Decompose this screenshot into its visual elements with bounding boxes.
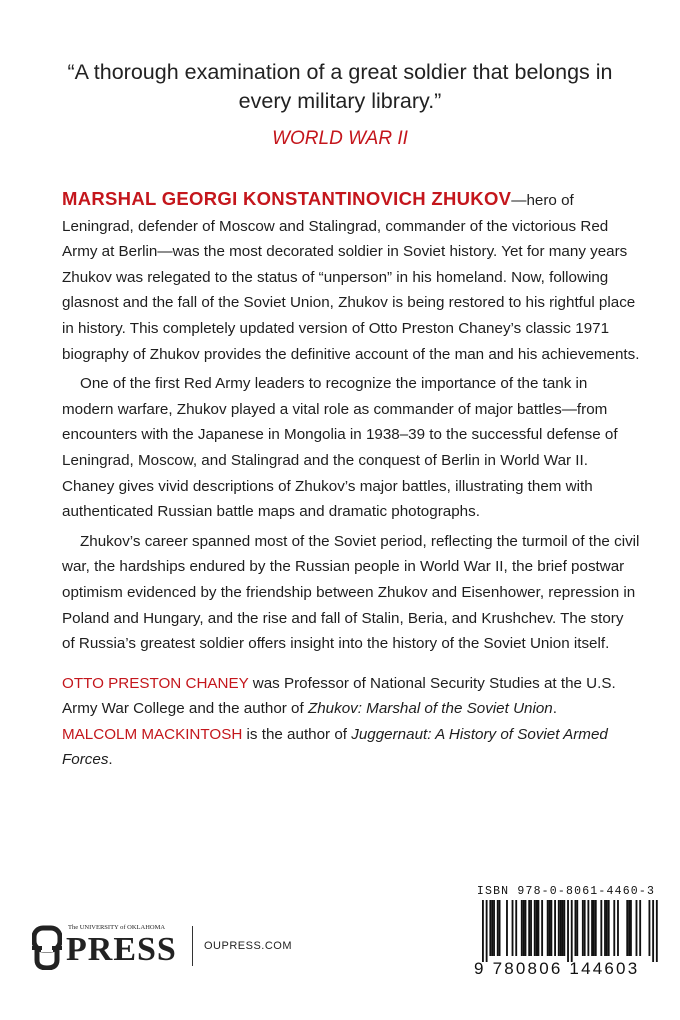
barcode-bar	[630, 900, 632, 956]
barcode-bar	[649, 900, 651, 956]
barcode-bar	[554, 900, 556, 956]
review-quote	[60, 58, 620, 150]
publisher-logo	[32, 920, 312, 970]
description-paragraph-2: One of the first Red Army leaders to recognize the importance of the tank in modern warfare, Zhukov played a vital role as commander of major battles—from encounters with the Japanese in Mongolia in 1938–39 to the successful defense of Leningrad, Moscow, and Stalingrad and the conquest of Berlin in World War II. Chaney gives vivid descriptions of Zhukov’s major battles, illustrating them with authenticated Russian battle maps and dramatic photographs.	[62, 375, 618, 521]
barcode-bar	[506, 900, 508, 956]
description-paragraph-1	[62, 186, 640, 367]
barcode-bar	[593, 900, 595, 956]
barcode-bar	[536, 900, 538, 956]
barcode-bar	[560, 900, 562, 956]
barcode-bar	[493, 900, 495, 956]
barcode-bar	[563, 900, 565, 956]
barcode-bars	[472, 900, 660, 962]
barcode-bar	[538, 900, 540, 956]
barcode-bar	[550, 900, 552, 956]
author-bio-1	[62, 671, 640, 722]
isbn-barcode	[472, 884, 660, 980]
author-2-name: MALCOLM MACKINTOSH	[62, 725, 243, 743]
barcode-bar	[521, 900, 523, 956]
barcode-bar	[482, 900, 484, 962]
barcode-bar	[525, 900, 527, 956]
barcode-bar	[489, 900, 491, 956]
barcode-bar	[595, 900, 597, 956]
barcode-bar	[587, 900, 589, 956]
quote-source: WORLD WAR II	[272, 128, 408, 149]
barcode-bar	[523, 900, 525, 956]
author-2-book: Juggernaut: A History of Soviet Armed Forces	[62, 725, 608, 769]
barcode-bar	[617, 900, 619, 956]
quote-text: “A thorough examination of a great soldier that belongs in every military library.”	[67, 60, 613, 113]
barcode-bar	[576, 900, 578, 956]
barcode-bar	[512, 900, 514, 956]
barcode-bar	[499, 900, 501, 956]
barcode-bar	[567, 900, 569, 962]
barcode-bar	[639, 900, 641, 956]
barcode-bar	[608, 900, 610, 956]
paragraph-1-text: —hero of Leningrad, defender of Moscow and Stalingrad, commander of the victorious Red Army at Berlin—was the most decorated soldier in Soviet history. Yet for many years Zhukov was relegated to the status of “unperson” in his homeland. Now, following glasnost and the fall of the Soviet Union, Zhukov is being restored to his rightful place in history. This completely updated version of Otto Preston Chaney’s classic 1971 biography of Zhukov provides the definitive account of the man and his achievements.	[62, 192, 640, 363]
barcode-bar	[656, 900, 658, 962]
barcode-bar	[613, 900, 615, 956]
author-1-text: was Professor of National Security Studies at the U.S. Army War College and the author of	[62, 674, 616, 718]
author-2-end: .	[108, 751, 113, 769]
author-1-name: OTTO PRESTON CHANEY	[62, 674, 249, 692]
barcode-bar	[528, 900, 530, 956]
author-1-book: Zhukov: Marshal of the Soviet Union	[307, 700, 553, 718]
ou-monogram-icon	[32, 924, 62, 970]
barcode-bar	[628, 900, 630, 956]
isbn-label: ISBN 978-0-8061-4460-3	[476, 885, 656, 898]
author-1-end: .	[552, 700, 557, 718]
barcode-bar	[547, 900, 549, 956]
barcode-bar	[582, 900, 584, 956]
publisher-url: OUPRESS.COM	[204, 940, 293, 952]
barcode-bar	[604, 900, 606, 956]
barcode-bar	[652, 900, 654, 962]
barcode-bar	[491, 900, 493, 956]
barcode-bar	[591, 900, 593, 956]
barcode-bar	[515, 900, 517, 956]
barcode-bar	[534, 900, 536, 956]
barcode-bar	[562, 900, 564, 956]
barcode-bar	[606, 900, 608, 956]
author-bio-2	[62, 722, 640, 773]
barcode-bar	[636, 900, 638, 956]
barcode-bar	[486, 900, 488, 962]
author-bios	[62, 671, 640, 773]
barcode-bar	[558, 900, 560, 956]
author-2-text: is the author of	[242, 725, 352, 743]
publisher-divider	[192, 926, 193, 966]
barcode-bar	[584, 900, 586, 956]
publisher-small-line: The UNIVERSITY of OKLAHOMA	[68, 924, 166, 931]
barcode-bar	[530, 900, 532, 956]
barcode-bar	[626, 900, 628, 956]
barcode-bar	[575, 900, 577, 956]
barcode-digits: 9 780806 144603	[474, 959, 640, 978]
barcode-bar	[541, 900, 543, 956]
barcode-bar	[497, 900, 499, 956]
barcode-bar	[549, 900, 551, 956]
subject-name: MARSHAL GEORGI KONSTANTINOVICH ZHUKOV	[62, 188, 512, 209]
publisher-name: PRESS	[66, 931, 177, 968]
barcode-bar	[600, 900, 602, 956]
description-paragraph-3: Zhukov’s career spanned most of the Soviet period, reflecting the turmoil of the civil war, the hardships endured by the Russian people in World War II, the brief postwar optimism evidenced by the friendship between Zhukov and Eisenhower, repression in Poland and Hungary, and the rise and fall of Stalin, Beria, and Krushchev. The story of Russia’s greatest soldier offers insight into the history of the Soviet Union itself.	[62, 532, 640, 653]
barcode-bar	[571, 900, 573, 962]
description	[62, 186, 640, 773]
